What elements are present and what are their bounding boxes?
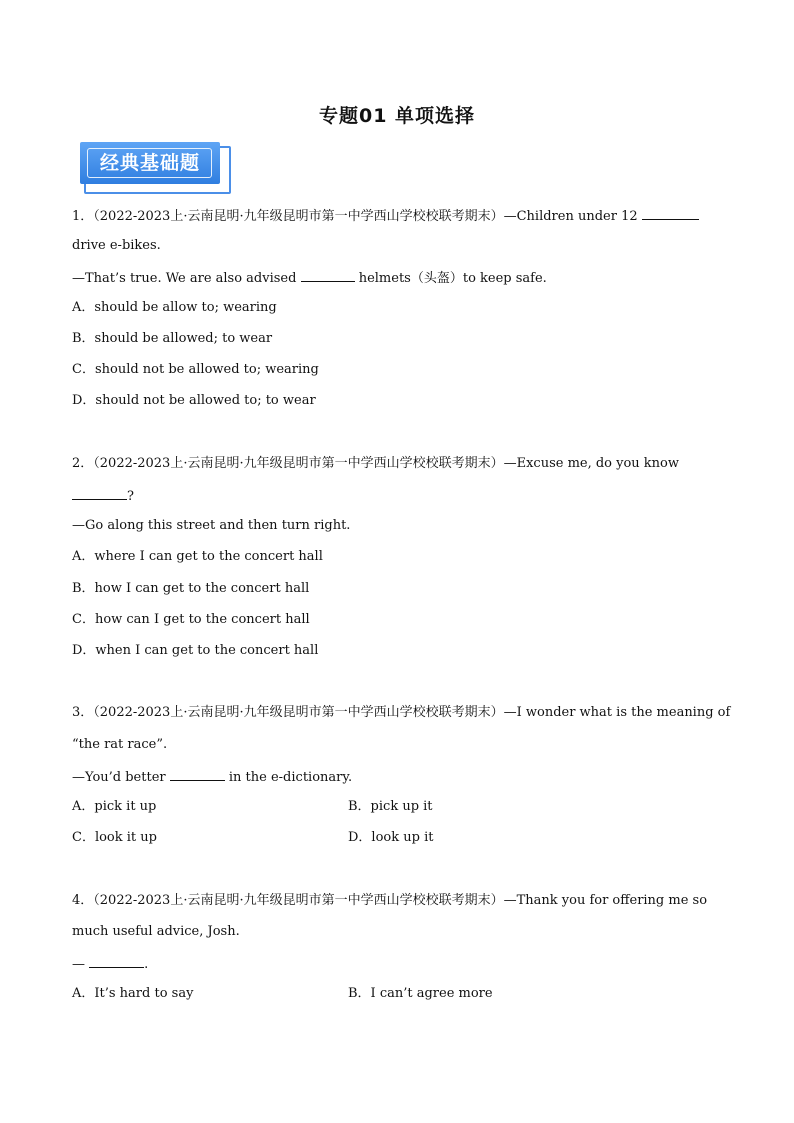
answer-blank: [89, 955, 144, 968]
question-3-reply-b: in the e-dictionary.: [224, 770, 353, 785]
question-3-option-a: A．pick it up: [72, 799, 157, 814]
question-2-option-a: A．where I can get to the concert hall: [72, 549, 323, 564]
answer-blank: [301, 269, 355, 282]
question-1-stem: [72, 207, 699, 225]
section-badge: [80, 142, 230, 192]
question-2-reply: —Go along this street and then turn right.: [72, 518, 351, 533]
question-3-option-b: B．pick up it: [348, 799, 433, 814]
question-2-option-c: C．how can I get to the concert hall: [72, 612, 310, 627]
question-1-reply-b: helmets（头盔）to keep safe.: [354, 271, 547, 286]
question-1-option-a: A．should be allow to; wearing: [72, 300, 277, 315]
question-1-option-d: D．should not be allowed to; to wear: [72, 393, 316, 408]
question-2-stem-cont: [72, 487, 134, 505]
question-1-option-b: B．should be allowed; to wear: [72, 331, 273, 346]
question-4-reply: [72, 955, 148, 973]
page-title: 专题01 单项选择: [318, 105, 476, 127]
question-2-option-b: B．how I can get to the concert hall: [72, 581, 310, 596]
question-2-stem: 2．（2022-2023上·云南昆明·九年级昆明市第一中学西山学校校联考期末）—Excuse me, do you know: [72, 456, 680, 471]
question-4-option-a: A．It’s hard to say: [72, 986, 194, 1001]
answer-blank: [170, 768, 225, 781]
question-2-option-d: D．when I can get to the concert hall: [72, 643, 319, 658]
question-4-reply-a: —: [72, 957, 90, 972]
question-1-stem-text: 1．（2022-2023上·云南昆明·九年级昆明市第一中学西山学校校联考期末）—Children under 12: [72, 209, 642, 224]
question-4-stem-cont: much useful advice, Josh.: [72, 924, 240, 939]
question-1-stem-cont: drive e-bikes.: [72, 238, 161, 253]
question-3-stem: 3．（2022-2023上·云南昆明·九年级昆明市第一中学西山学校校联考期末）—I wonder what is the meaning of: [72, 705, 731, 720]
answer-blank: [72, 487, 127, 500]
question-4-stem: 4．（2022-2023上·云南昆明·九年级昆明市第一中学西山学校校联考期末）—Thank you for offering me so: [72, 893, 708, 908]
question-3-reply-a: —You’d better: [72, 770, 170, 785]
question-3-option-d: D．look up it: [348, 830, 434, 845]
badge-panel: [80, 142, 220, 184]
question-2-stem-end: ?: [127, 489, 134, 504]
answer-blank: [642, 207, 699, 220]
question-1-reply-a: —That’s true. We are also advised: [72, 271, 301, 286]
question-3-reply: [72, 768, 352, 786]
question-3-option-c: C．look it up: [72, 830, 157, 845]
badge-label: 经典基础题: [99, 152, 200, 174]
question-4-reply-b: .: [144, 957, 149, 972]
question-3-stem-cont: “the rat race”.: [72, 737, 168, 752]
question-1-reply: [72, 269, 547, 287]
question-1-option-c: C．should not be allowed to; wearing: [72, 362, 319, 377]
question-4-option-b: B．I can’t agree more: [348, 986, 493, 1001]
